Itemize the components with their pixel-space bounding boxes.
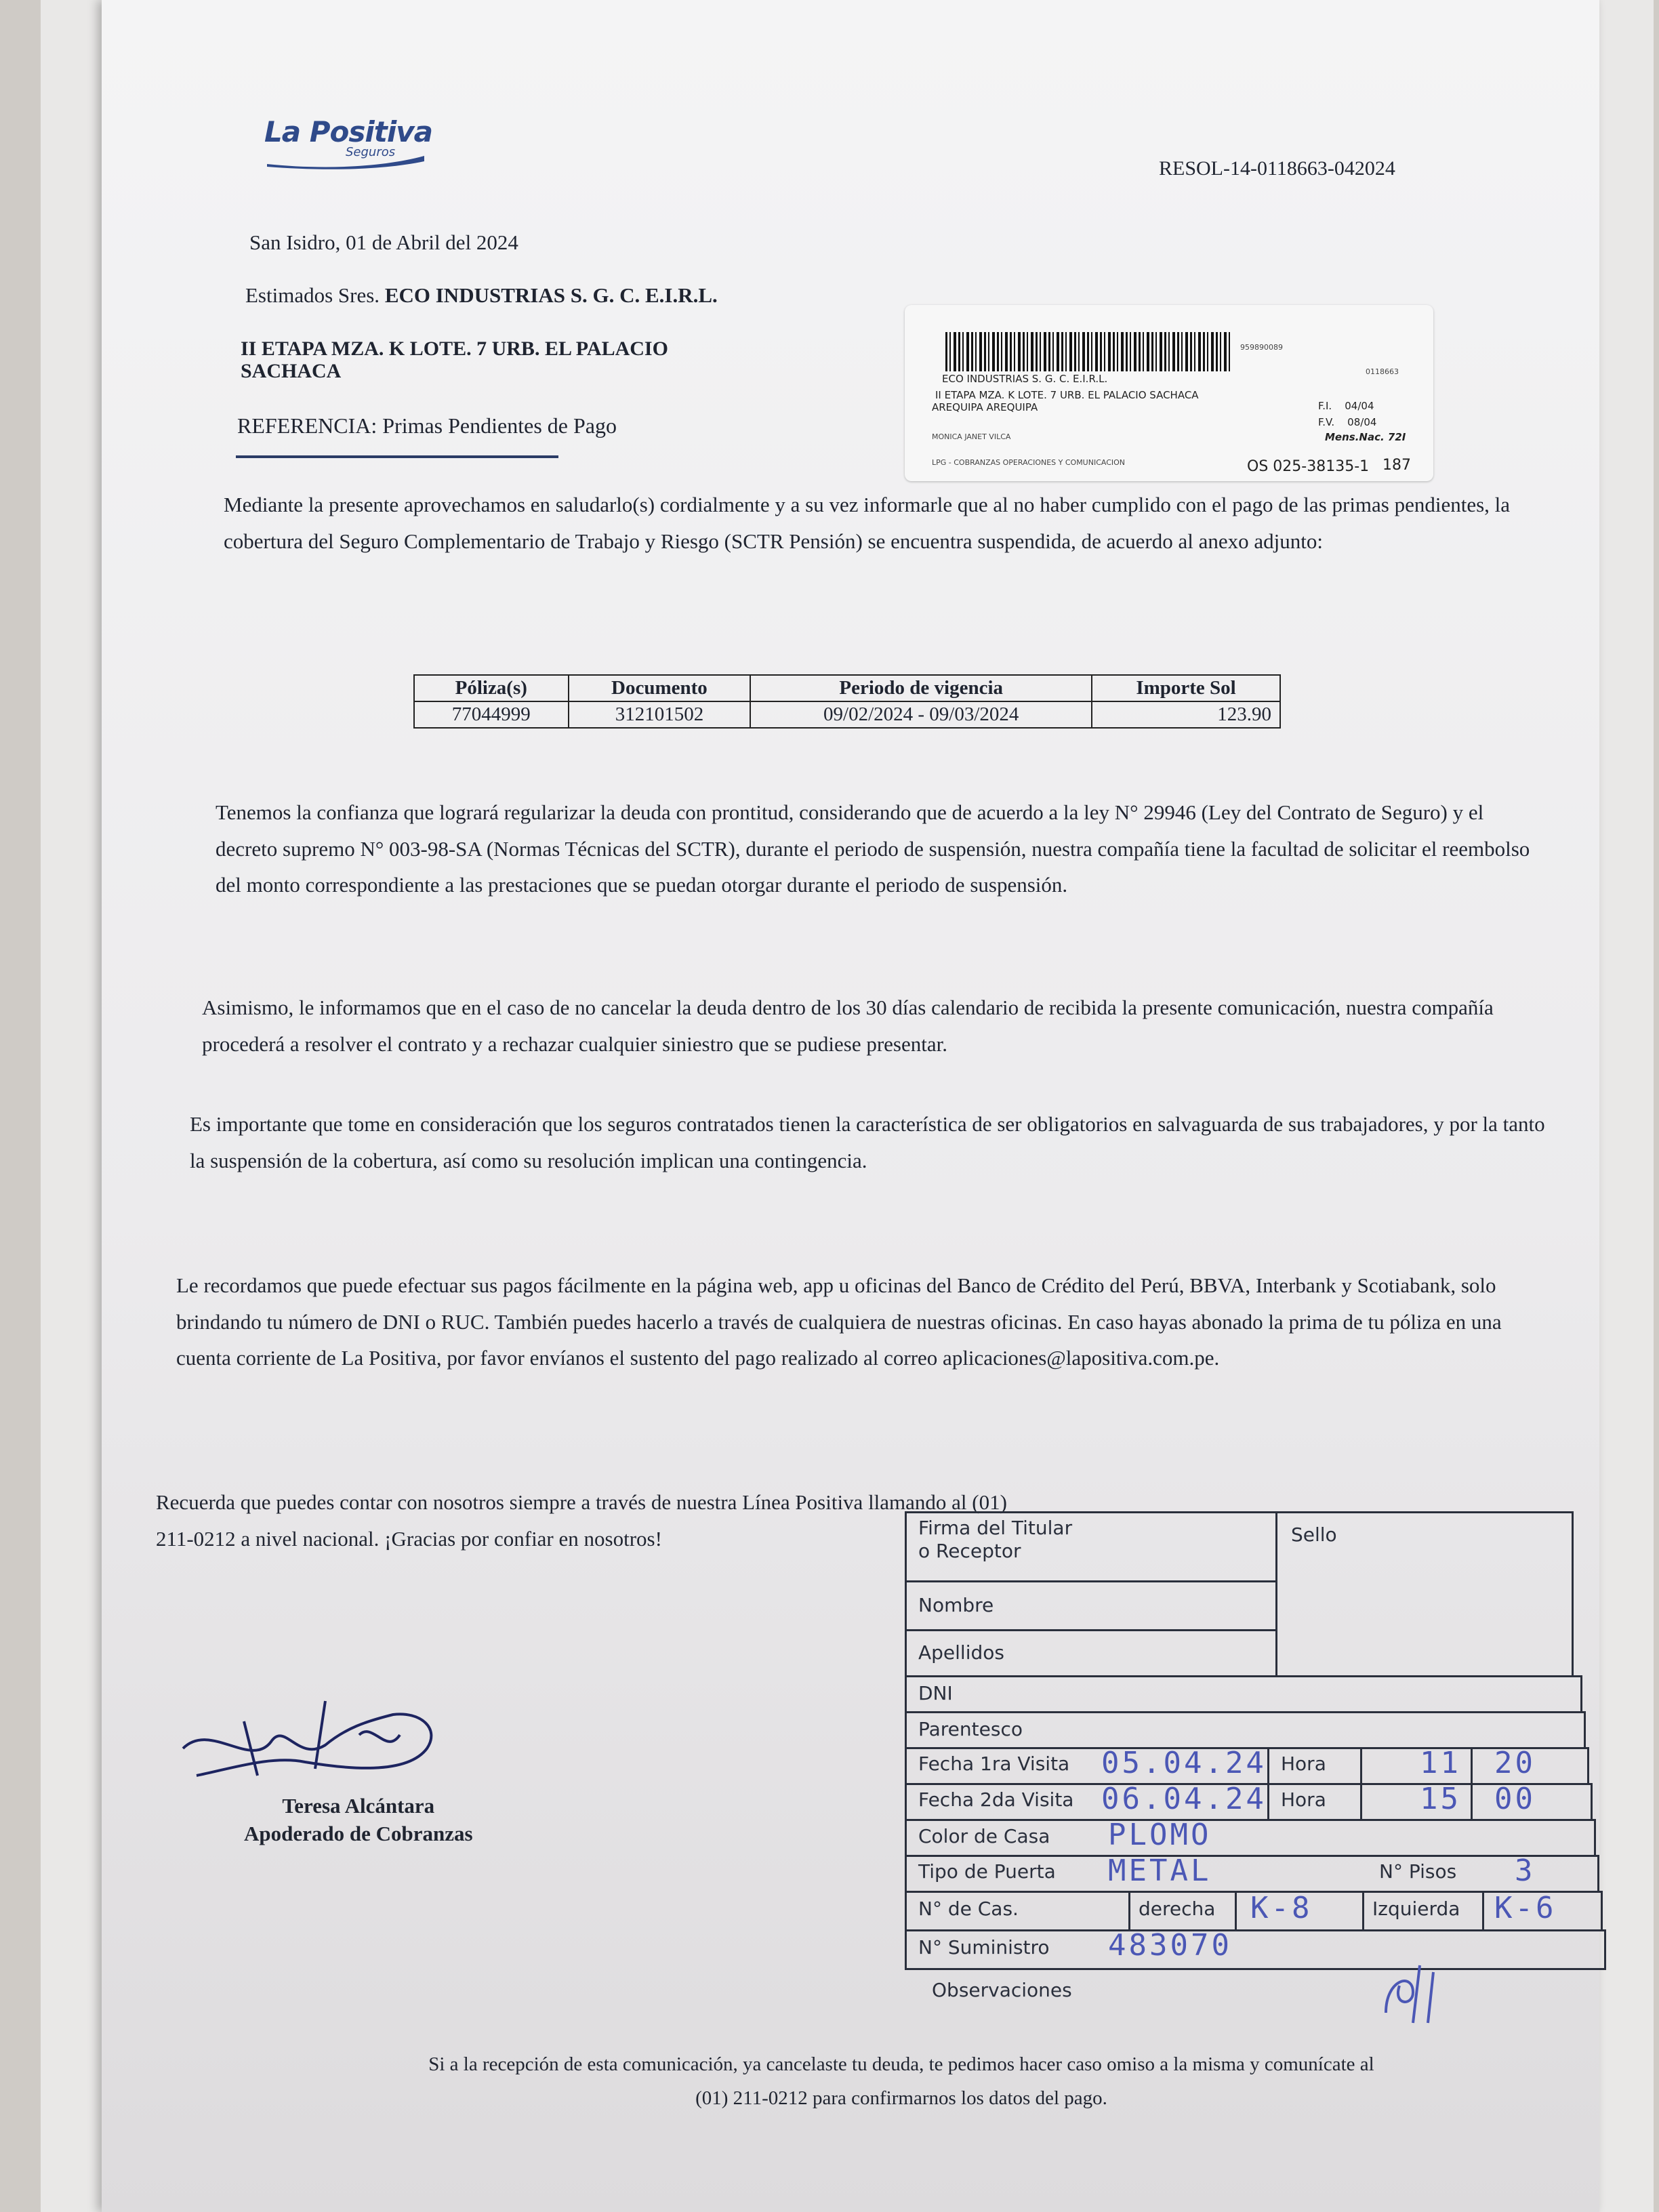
hora1-minutes: 20 — [1494, 1746, 1536, 1780]
cell-periodo: 09/02/2024 - 09/03/2024 — [750, 701, 1092, 728]
hora2-hours: 15 — [1420, 1782, 1461, 1816]
date-line: San Isidro, 01 de Abril del 2024 — [249, 230, 518, 254]
footer-line-2: (01) 211-0212 para confirmarnos los datos del pago. — [695, 2087, 1107, 2109]
label-count: 187 — [1382, 457, 1411, 474]
observaciones-label: Observaciones — [932, 1979, 1072, 2001]
label-mode: Mens.Nac. 72I — [1325, 431, 1406, 443]
color-label: Color de Casa — [918, 1825, 1050, 1847]
paragraph-contact: Recuerda que puedes contar con nosotros siempre a través de nuestra Línea Positiva llamando al (01) 211-0212 a nivel nacional. ¡Gracias por confiar en nosotros! — [156, 1490, 1007, 1551]
letter-page — [102, 0, 1599, 2212]
logo-swoosh-icon — [264, 152, 427, 169]
izquierda-label: Izquierda — [1372, 1898, 1460, 1920]
footer-note — [224, 2048, 1579, 2116]
label-city: AREQUIPA AREQUIPA — [932, 401, 1038, 413]
parentesco-label: Parentesco — [918, 1718, 1023, 1740]
pisos-value: 3 — [1515, 1853, 1536, 1888]
dni-cell — [905, 1675, 1582, 1713]
hora1-label: Hora — [1281, 1753, 1326, 1775]
footer-line-1: Si a la recepción de esta comunicación, ya cancelaste tu deuda, te pedimos hacer caso omiso a la misma y comunícate al — [428, 2053, 1374, 2075]
barcode-number: 959890089 — [1240, 343, 1283, 352]
logo-wordmark: La Positiva — [264, 115, 432, 148]
casas-label: N° de Cas. — [918, 1898, 1019, 1920]
reference-underline — [236, 455, 558, 458]
paragraph-legal: Tenemos la confianza que logrará regularizar la deuda con prontitud, considerando que de acuerdo a la ley N° 29946 (Ley del Contrato de Seguro) y el decreto supremo N° 003-98-SA (Normas Técnicas del SCTR), durante el periodo de suspensión, nuestra compañía tiene la facultad de solicitar el reembolso del monto correspondiente a las prestaciones que se puedan otorgar durante el periodo de suspensión. — [216, 800, 1530, 897]
address-line-2: SACHACA — [241, 360, 342, 382]
annex-table — [413, 674, 1281, 729]
barcode-icon — [945, 332, 1230, 371]
hora1-hours: 11 — [1420, 1746, 1461, 1780]
label-dept: LPG - COBRANZAS OPERACIONES Y COMUNICACION — [932, 458, 1126, 467]
nombre-label: Nombre — [918, 1594, 994, 1616]
logo-subtitle: Seguros — [346, 145, 396, 159]
label-os-code: OS 025-38135-1 — [1247, 458, 1370, 475]
resolution-code: RESOL-14-0118663-042024 — [1159, 157, 1395, 180]
pisos-label: N° Pisos — [1379, 1860, 1457, 1883]
la-positiva-logo — [264, 115, 441, 176]
signer-title: Apoderado de Cobranzas — [244, 1821, 473, 1845]
header-poliza: Póliza(s) — [414, 675, 569, 701]
suministro-label: N° Suministro — [918, 1936, 1050, 1959]
cell-importe: 123.90 — [1092, 701, 1280, 728]
color-value: PLOMO — [1108, 1818, 1212, 1852]
address-block — [241, 337, 668, 382]
paragraph-importance: Es importante que tome en consideración que los seguros contratados tienen la característica de ser obligatorios en salvaguarda de sus trabajadores, y por la tanto la suspensión de la cobertura, así como su resolución implican una contingencia. — [190, 1112, 1545, 1172]
visita1-label: Fecha 1ra Visita — [918, 1753, 1070, 1775]
hora2-minutes: 00 — [1494, 1782, 1536, 1816]
header-periodo: Periodo de vigencia — [750, 675, 1092, 701]
visita2-label: Fecha 2da Visita — [918, 1788, 1074, 1811]
hora2-label: Hora — [1281, 1788, 1326, 1811]
signer-block — [244, 1793, 473, 1848]
table-header-row — [414, 675, 1280, 701]
label-fi: F.I. 04/04 — [1318, 400, 1374, 412]
paragraph-intro: Mediante la presente aprovechamos en saludarlo(s) cordialmente y a su vez informarle que al no haber cumplido con el pago de las primas pendientes, la cobertura del Seguro Complementario de Trabajo y Riesgo (SCTR Pensión) se encuentra suspendida, de acuerdo al anexo adjunto: — [224, 493, 1511, 553]
dni-label: DNI — [918, 1682, 953, 1704]
label-name: ECO INDUSTRIAS S. G. C. E.I.R.L. — [942, 373, 1108, 385]
header-documento: Documento — [569, 675, 751, 701]
label-fv: F.V. 08/04 — [1318, 416, 1377, 428]
visita2-value: 06.04.24 — [1101, 1782, 1267, 1816]
label-agent: MONICA JANET VILCA — [932, 432, 1011, 441]
paragraph-warning: Asimismo, le informamos que en el caso de no cancelar la deuda dentro de los 30 días calendario de recibida la presente comunicación, nuestra compañía procederá a resolver el contrato y a rechazar cualquier siniestro que se pudiese presentar. — [202, 996, 1494, 1056]
signature-icon — [169, 1681, 454, 1809]
reference-line: REFERENCIA: Primas Pendientes de Pago — [237, 413, 617, 438]
label-code: 0118663 — [1366, 367, 1399, 376]
initials-mark-icon — [1372, 1959, 1447, 2026]
derecha-value: K-8 — [1250, 1891, 1313, 1925]
cell-poliza: 77044999 — [414, 701, 569, 728]
mail-label — [905, 305, 1433, 481]
puerta-value: METAL — [1108, 1853, 1212, 1888]
paragraph-payment: Le recordamos que puede efectuar sus pagos fácilmente en la página web, app u oficinas del Banco de Crédito del Perú, BBVA, Interbank y Scotiabank, solo brindando tu número de DNI o RUC. También puedes hacerlo a través de cualquiera de nuestras oficinas. En caso hayas abonado la prima de tu póliza en una cuenta corriente de La Positiva, por favor envíanos el sustento del pago realizado al correo aplicaciones@lapositiva.com.pe. — [176, 1273, 1502, 1370]
suministro-value: 483070 — [1108, 1928, 1232, 1963]
visita1-value: 05.04.24 — [1101, 1746, 1267, 1780]
greeting-prefix: Estimados Sres. — [245, 283, 380, 307]
receipt-stamp — [905, 1511, 1650, 2026]
firma-label: Firma del Titular o Receptor — [918, 1517, 1073, 1562]
derecha-label: derecha — [1139, 1898, 1216, 1920]
signer-name: Teresa Alcántara — [282, 1794, 435, 1818]
izquierda-value: K-6 — [1494, 1891, 1557, 1925]
company-name: ECO INDUSTRIAS S. G. C. E.I.R.L. — [384, 283, 718, 307]
header-importe: Importe Sol — [1092, 675, 1280, 701]
puerta-label: Tipo de Puerta — [918, 1860, 1056, 1883]
label-address: II ETAPA MZA. K LOTE. 7 URB. EL PALACIO SACHACA — [935, 389, 1199, 401]
apellidos-label: Apellidos — [918, 1641, 1004, 1664]
address-line-1: II ETAPA MZA. K LOTE. 7 URB. EL PALACIO — [241, 337, 668, 360]
cell-documento: 312101502 — [569, 701, 751, 728]
sello-label: Sello — [1291, 1523, 1337, 1546]
table-row — [414, 701, 1280, 728]
greeting — [245, 278, 718, 314]
